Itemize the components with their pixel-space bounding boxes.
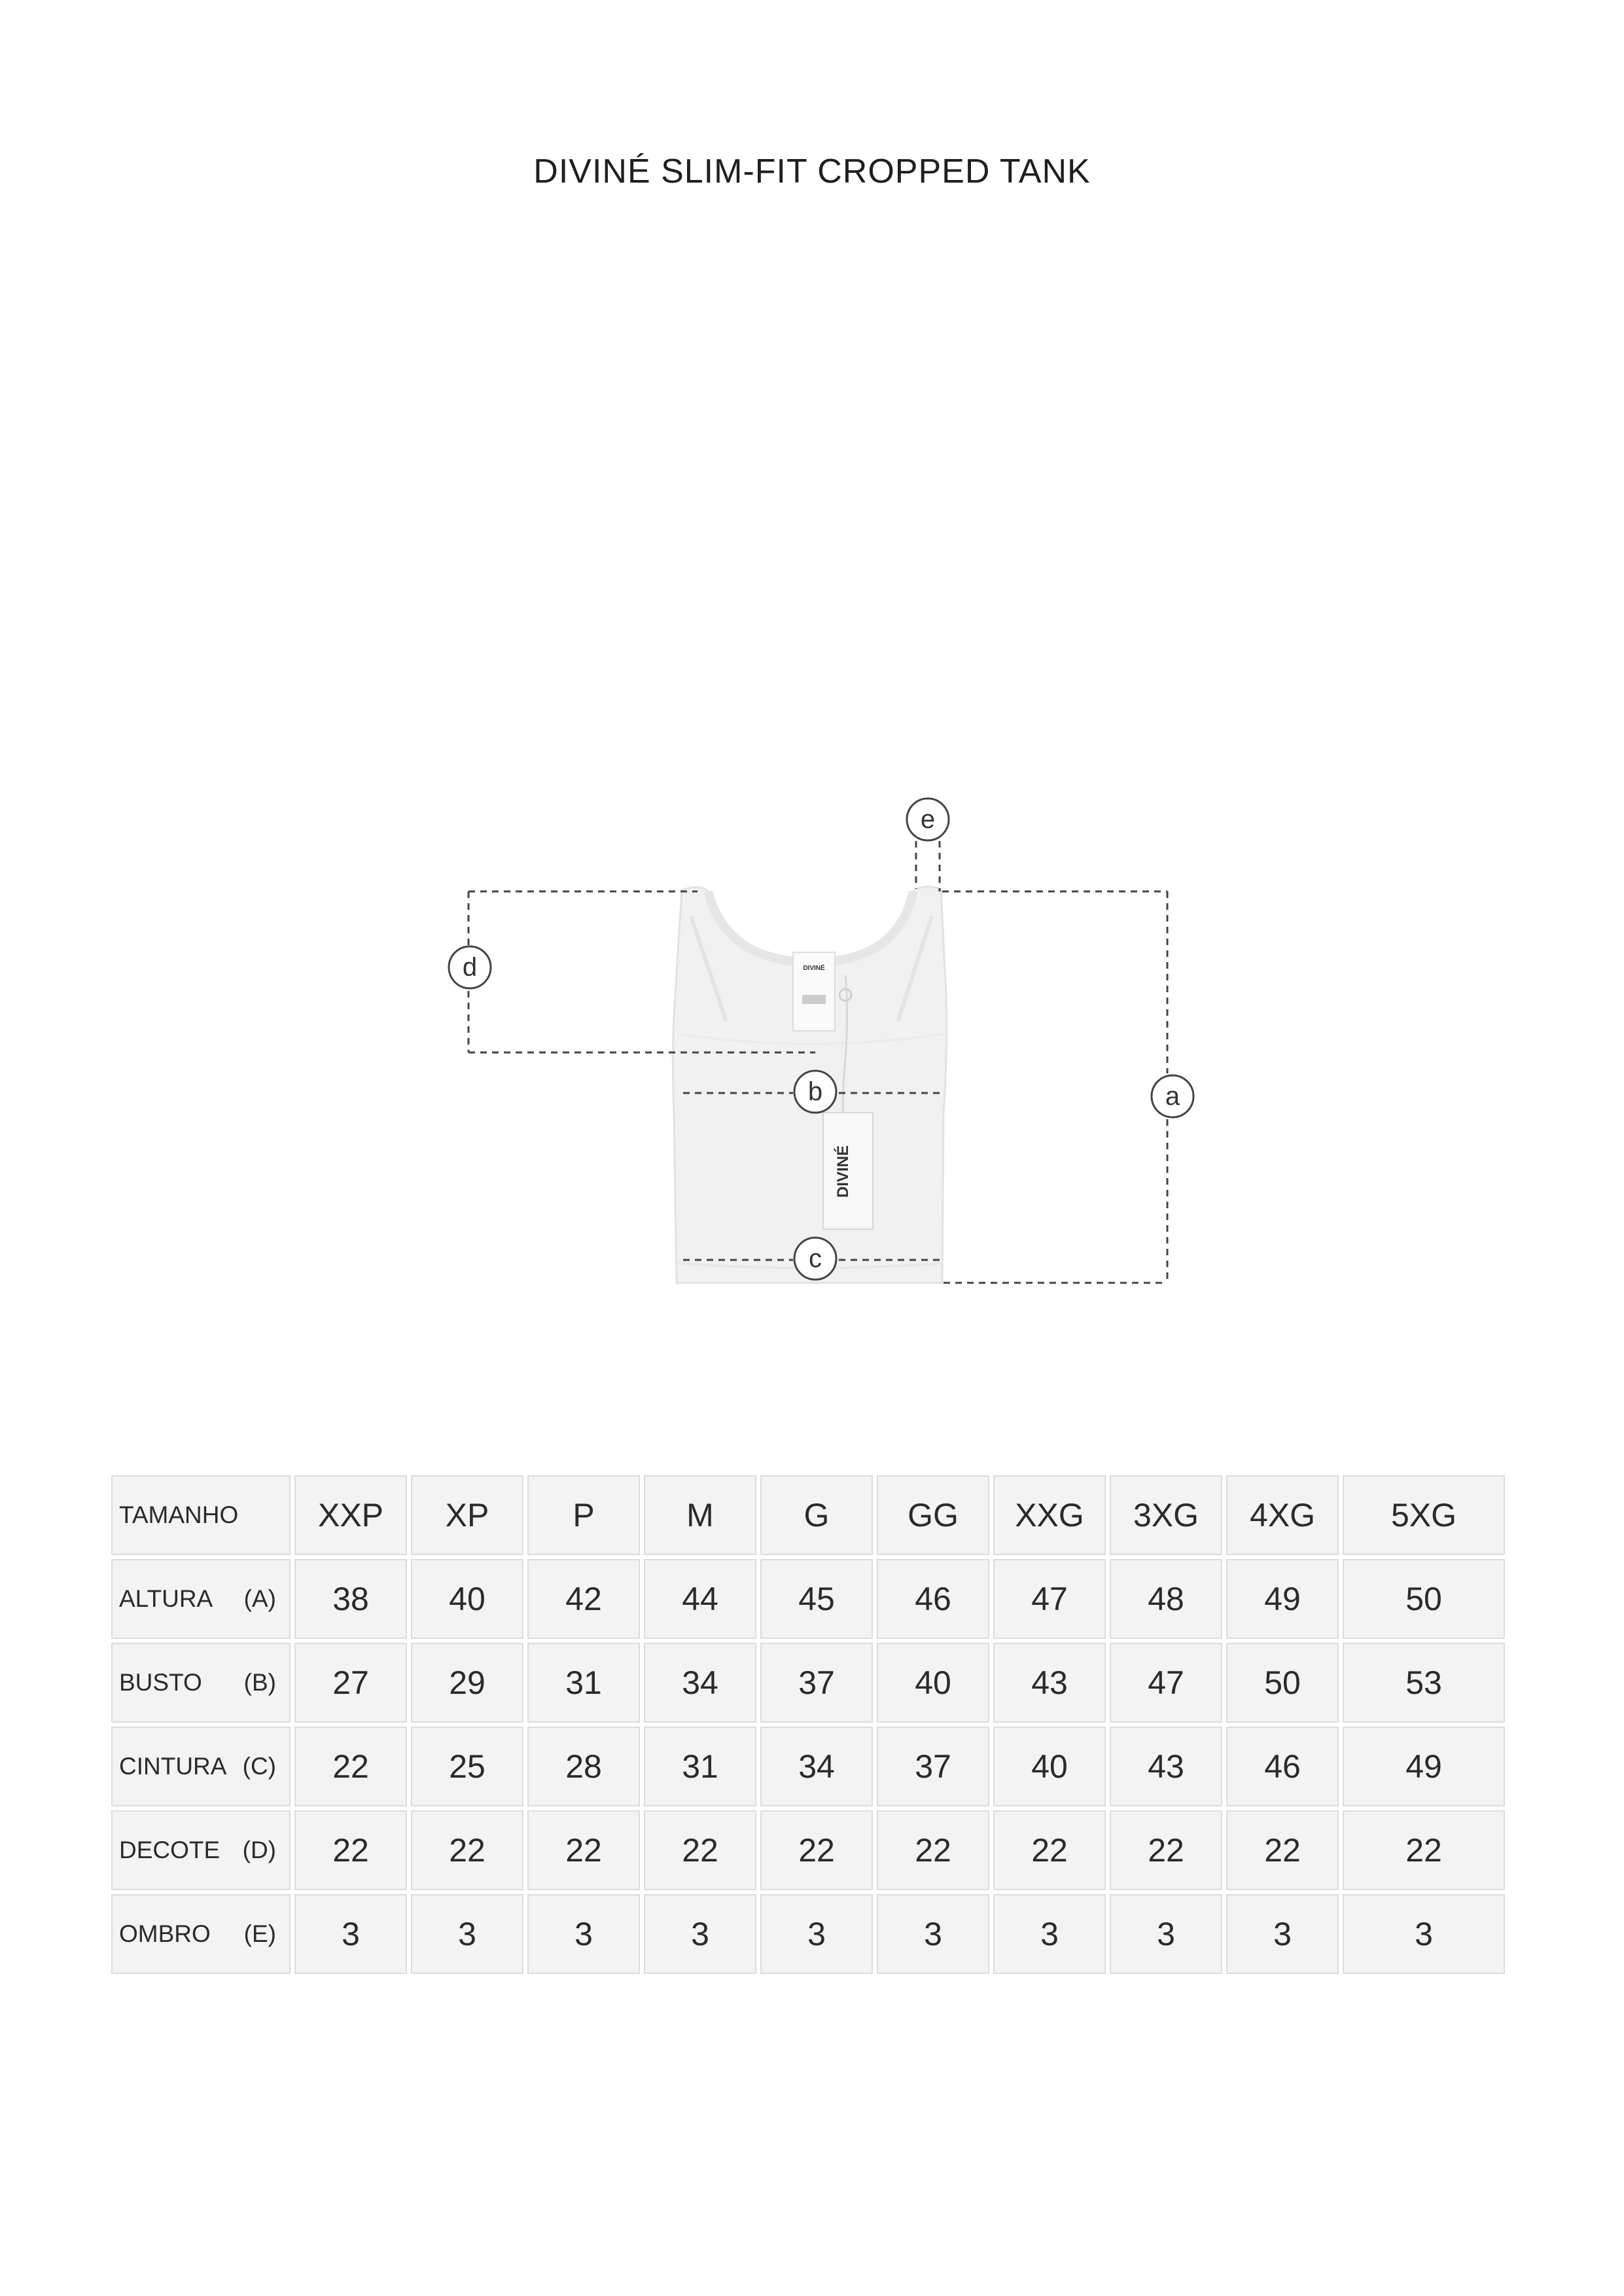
marker-b	[794, 1071, 836, 1113]
table-cell: 3	[1343, 1894, 1505, 1974]
table-cell: 43	[1110, 1727, 1222, 1806]
marker-d	[449, 946, 491, 988]
table-cell: 50	[1343, 1559, 1505, 1639]
table-cell: 22	[1226, 1810, 1339, 1890]
marker-e-label: e	[920, 805, 936, 834]
size-header: P	[527, 1475, 640, 1555]
row-label-code: (C)	[242, 1753, 276, 1780]
table-cell: 49	[1343, 1727, 1505, 1806]
table-cell: 38	[294, 1559, 407, 1639]
table-cell: 31	[527, 1643, 640, 1723]
table-row-altura	[111, 1559, 1505, 1639]
row-label-code: (D)	[242, 1837, 276, 1863]
table-cell: 22	[294, 1727, 407, 1806]
row-label-name: DECOTE	[119, 1837, 221, 1863]
marker-b-label: b	[807, 1077, 823, 1106]
row-label-cell	[111, 1643, 291, 1723]
table-cell: 22	[760, 1810, 873, 1890]
table-row-decote	[111, 1810, 1505, 1890]
table-cell: 22	[527, 1810, 640, 1890]
table-cell: 3	[1226, 1894, 1339, 1974]
marker-a	[1152, 1075, 1193, 1117]
header-label: TAMANHO	[119, 1501, 239, 1528]
table-cell: 47	[1110, 1643, 1222, 1723]
neck-label-brand: DIVINÉ	[803, 965, 825, 972]
table-cell: 3	[760, 1894, 873, 1974]
size-header: XP	[411, 1475, 523, 1555]
table-cell: 42	[527, 1559, 640, 1639]
table-row-ombro	[111, 1894, 1505, 1974]
row-label-cell	[111, 1727, 291, 1806]
table-cell: 22	[877, 1810, 989, 1890]
table-cell: 47	[993, 1559, 1106, 1639]
table-cell: 25	[411, 1727, 523, 1806]
row-label-name: BUSTO	[119, 1669, 202, 1696]
size-header: GG	[877, 1475, 989, 1555]
hang-tag-brand: DIVINÉ	[834, 1145, 852, 1198]
size-header: 4XG	[1226, 1475, 1339, 1555]
table-cell: 27	[294, 1643, 407, 1723]
marker-c	[794, 1238, 836, 1280]
table-header-row	[111, 1475, 1505, 1555]
table-cell: 37	[877, 1727, 989, 1806]
table-cell: 3	[411, 1894, 523, 1974]
row-label-name: ALTURA	[119, 1585, 213, 1612]
table-cell: 22	[644, 1810, 756, 1890]
table-cell: 34	[760, 1727, 873, 1806]
table-cell: 40	[411, 1559, 523, 1639]
table-cell: 22	[411, 1810, 523, 1890]
row-label-name: CINTURA	[119, 1753, 227, 1780]
table-cell: 3	[294, 1894, 407, 1974]
table-cell: 28	[527, 1727, 640, 1806]
size-header: 3XG	[1110, 1475, 1222, 1555]
table-cell: 45	[760, 1559, 873, 1639]
table-cell: 31	[644, 1727, 756, 1806]
size-header: 5XG	[1343, 1475, 1505, 1555]
header-label-cell	[111, 1475, 291, 1555]
table-cell: 22	[993, 1810, 1106, 1890]
table-row-cintura	[111, 1727, 1505, 1806]
table-cell: 3	[1110, 1894, 1222, 1974]
row-label-cell	[111, 1559, 291, 1639]
size-header: M	[644, 1475, 756, 1555]
table-cell: 22	[294, 1810, 407, 1890]
table-cell: 46	[1226, 1727, 1339, 1806]
size-header: XXP	[294, 1475, 407, 1555]
table-cell: 22	[1110, 1810, 1222, 1890]
row-label-cell	[111, 1894, 291, 1974]
marker-c-label: c	[809, 1244, 822, 1273]
marker-a-label: a	[1165, 1082, 1180, 1111]
table-cell: 44	[644, 1559, 756, 1639]
table-cell: 40	[993, 1727, 1106, 1806]
row-label-code: (E)	[243, 1920, 276, 1947]
table-cell: 37	[760, 1643, 873, 1723]
table-cell: 22	[1343, 1810, 1505, 1890]
marker-d-label: d	[462, 953, 478, 982]
page-title: DIVINÉ SLIM-FIT CROPPED TANK	[533, 152, 1091, 190]
table-cell: 46	[877, 1559, 989, 1639]
row-label-cell	[111, 1810, 291, 1890]
row-label-name: OMBRO	[119, 1920, 211, 1947]
table-cell: 29	[411, 1643, 523, 1723]
table-cell: 34	[644, 1643, 756, 1723]
table-cell: 50	[1226, 1643, 1339, 1723]
size-header: G	[760, 1475, 873, 1555]
table-row-busto	[111, 1643, 1505, 1723]
hang-tag	[823, 1113, 873, 1229]
table-cell: 49	[1226, 1559, 1339, 1639]
row-label-code: (A)	[243, 1585, 276, 1612]
table-cell: 3	[993, 1894, 1106, 1974]
table-cell: 53	[1343, 1643, 1505, 1723]
neck-label	[793, 952, 835, 1031]
table-cell: 3	[877, 1894, 989, 1974]
size-header: XXG	[993, 1475, 1106, 1555]
table-cell: 48	[1110, 1559, 1222, 1639]
table-cell: 40	[877, 1643, 989, 1723]
table-cell: 3	[644, 1894, 756, 1974]
table-cell: 3	[527, 1894, 640, 1974]
table-cell: 43	[993, 1643, 1106, 1723]
size-chart-table	[107, 1471, 1509, 1978]
row-label-code: (B)	[243, 1669, 276, 1696]
marker-e	[907, 798, 949, 840]
